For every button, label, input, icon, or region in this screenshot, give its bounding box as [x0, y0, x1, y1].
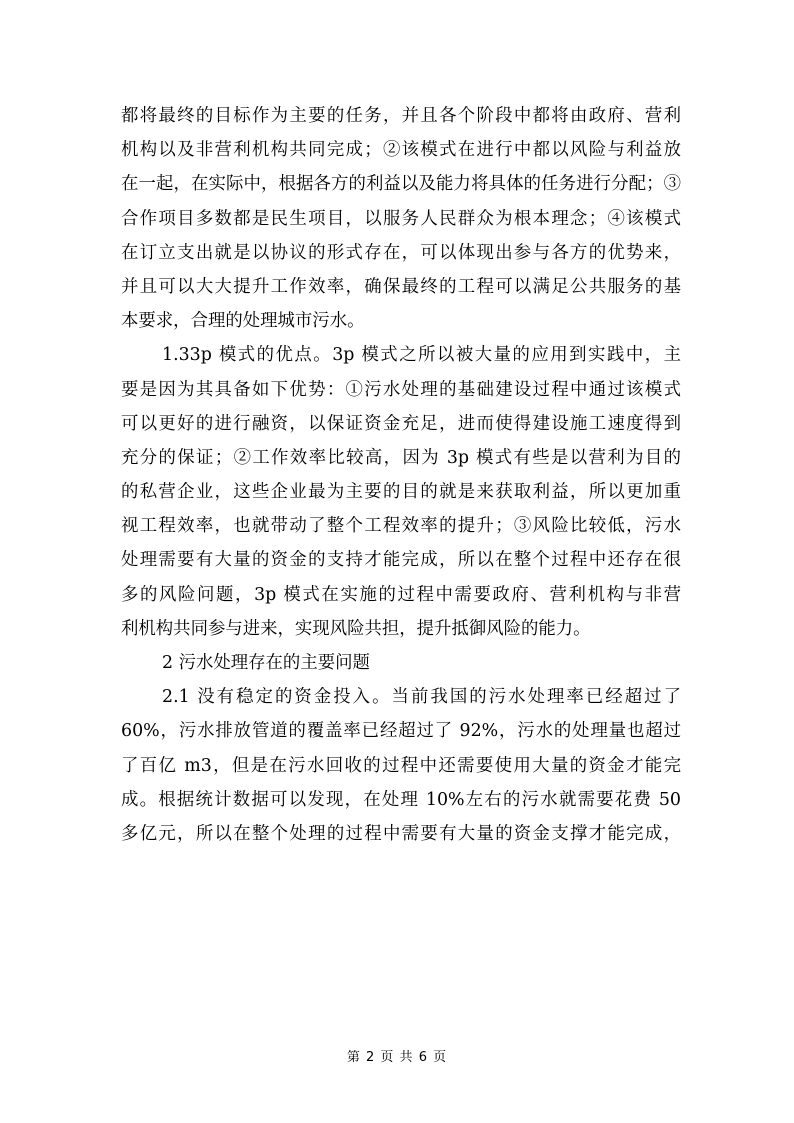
text-line: 都将最终的目标作为主要的任务，并且各个阶段中都将由政府、营利 [121, 106, 681, 126]
text-line: 合作项目多数都是民生项目，以服务人民群众为根本理念；④该模式 [121, 208, 681, 229]
text-line: 充分的保证；②工作效率比较高，因为 3p 模式有些是以营利为目的 [121, 447, 681, 468]
text-line: 在一起，在实际中，根据各方的利益以及能力将具体的任务进行分配；③ [121, 174, 681, 195]
document-body [121, 99, 681, 851]
text-line: 要是因为其具备如下优势：①污水处理的基础建设过程中通过该模式 [121, 379, 681, 400]
text-line: 1.33p 模式的优点。3p 模式之所以被大量的应用到实践中，主 [162, 345, 681, 366]
page-number-footer: 第 2 页 共 6 页 [346, 1050, 448, 1065]
section-heading: 2 污水处理存在的主要问题 [162, 653, 370, 673]
text-line: 利机构共同参与进来，实现风险共担，提升抵御风险的能力。 [121, 618, 591, 639]
text-line: 并且可以大大提升工作效率，确保最终的工程可以满足公共服务的基 [121, 276, 681, 297]
text-line: 本要求，合理的处理城市污水。 [121, 311, 365, 332]
text-line: 视工程效率，也就带动了整个工程效率的提升；③风险比较低，污水 [121, 516, 681, 537]
text-line: 60%，污水排放管道的覆盖率已经超过了 92%，污水的处理量也超过 [121, 721, 681, 742]
text-line: 了百亿 m3，但是在污水回收的过程中还需要使用大量的资金才能完 [121, 755, 681, 776]
text-line: 的私营企业，这些企业最为主要的目的就是来获取利益，所以更加重 [121, 482, 681, 503]
text-line: 成。根据统计数据可以发现，在处理 10%左右的污水就需要花费 50 [121, 789, 681, 810]
text-line: 在订立支出就是以协议的形式存在，可以体现出参与各方的优势来， [121, 242, 681, 263]
text-line: 可以更好的进行融资，以保证资金充足，进而使得建设施工速度得到 [121, 413, 681, 434]
text-line: 处理需要有大量的资金的支持才能完成，所以在整个过程中还存在很 [121, 550, 681, 571]
text-line: 机构以及非营利机构共同完成；②该模式在进行中都以风险与利益放 [121, 140, 681, 161]
text-line: 2.1 没有稳定的资金投入。当前我国的污水处理率已经超过了 [162, 687, 681, 708]
text-line: 多亿元，所以在整个处理的过程中需要有大量的资金支撑才能完成， [121, 823, 681, 844]
text-line: 多的风险问题，3p 模式在实施的过程中需要政府、营利机构与非营 [121, 584, 681, 605]
